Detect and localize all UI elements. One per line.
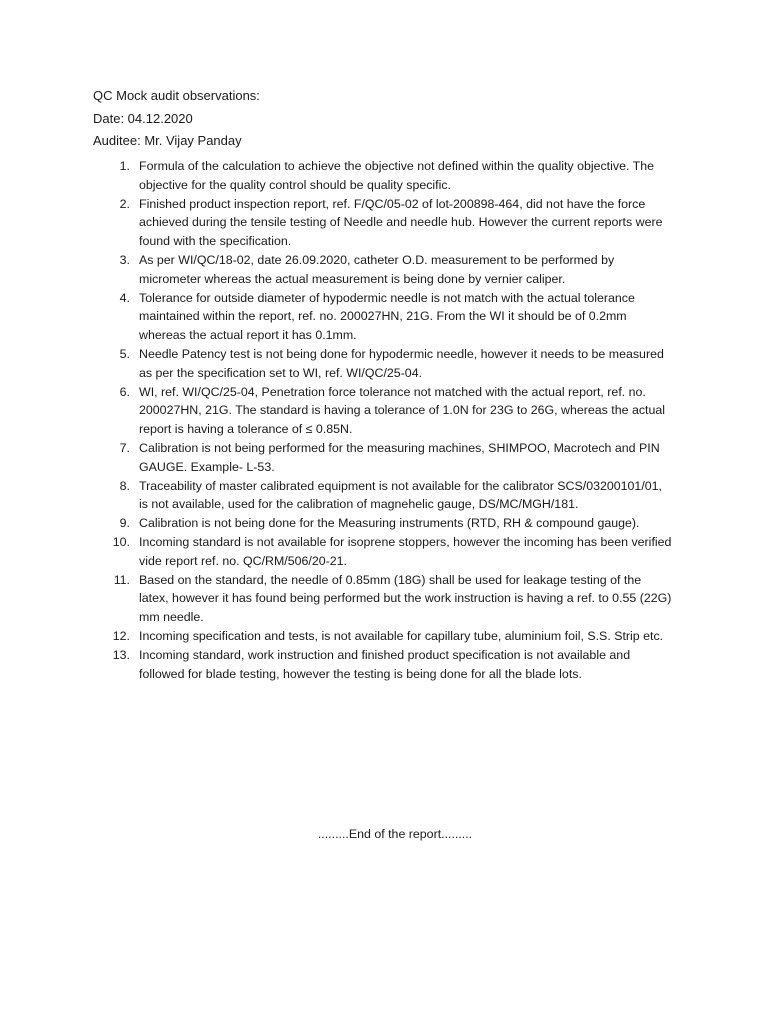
- observation-list: [0, 157, 768, 683]
- observation-item: [0, 251, 768, 289]
- observation-number: 13.: [112, 647, 130, 662]
- observation-number: 6.: [119, 384, 130, 399]
- observation-text: Finished product inspection report, ref. F/QC/05-02 of lot-200898-464, did not have the force achieved during the tensile testing of Needle and needle hub. However the current reports were found with the specification.: [139, 196, 663, 249]
- observation-number: 4.: [119, 290, 130, 305]
- observation-text: Based on the standard, the needle of 0.85mm (18G) shall be used for leakage testing of the latex, however it has found being performed but the work instruction is having a ref. to 0.55 (22G) mm needle.: [139, 572, 672, 625]
- observation-item: [0, 646, 768, 684]
- document-title: QC Mock audit observations:: [93, 88, 260, 103]
- observation-number: 10.: [112, 534, 130, 549]
- observation-text: Incoming standard is not available for isoprene stoppers, however the incoming has been verified vide report ref. no. QC/RM/506/20-21.: [139, 534, 672, 568]
- observation-item: [0, 514, 768, 533]
- observation-item: [0, 195, 768, 251]
- observation-text: Incoming specification and tests, is not available for capillary tube, aluminium foil, S.S. Strip etc.: [139, 628, 664, 643]
- observation-item: [0, 477, 768, 515]
- observation-text: Calibration is not being done for the Measuring instruments (RTD, RH & compound gauge).: [139, 516, 640, 531]
- observation-number: 12.: [112, 628, 130, 643]
- observation-item: [0, 383, 768, 439]
- observation-item: [0, 533, 768, 571]
- observation-item: [0, 157, 768, 195]
- end-of-report-footer: .........End of the report.........: [317, 827, 473, 841]
- observation-number: 9.: [119, 516, 130, 531]
- observation-number: 2.: [119, 196, 130, 211]
- observation-item: [0, 571, 768, 627]
- audit-date: Date: 04.12.2020: [93, 111, 193, 126]
- observation-number: 3.: [119, 252, 130, 267]
- observation-text: As per WI/QC/18-02, date 26.09.2020, catheter O.D. measurement to be performed by micrometer whereas the actual measurement is being done by vernier caliper.: [139, 252, 615, 286]
- observation-number: 5.: [119, 346, 130, 361]
- observation-text: WI, ref. WI/QC/25-04, Penetration force tolerance not matched with the actual report, ref. no. 200027HN, 21G. The standard is having a tolerance of 1.0N for 23G to 26G, whereas the actual report is having a tolerance of ≤ 0.85N.: [139, 384, 666, 437]
- observation-text: Traceability of master calibrated equipment is not available for the calibrator SCS/03200101/01, is not available, used for the calibration of magnehelic gauge, DS/MC/MGH/181.: [139, 478, 662, 512]
- observation-item: [0, 627, 768, 646]
- observation-number: 8.: [119, 478, 130, 493]
- observation-number: 1.: [119, 159, 130, 173]
- observation-item: [0, 345, 768, 383]
- observation-text: Formula of the calculation to achieve the objective not defined within the quality objective. The objective for the quality control should be quality specific.: [139, 159, 654, 192]
- observation-text: Needle Patency test is not being done for hypodermic needle, however it needs to be measured as per the specification set to WI, ref. WI/QC/25-04.: [139, 346, 664, 380]
- auditee-name: Auditee: Mr. Vijay Panday: [93, 133, 242, 148]
- observation-text: Tolerance for outside diameter of hypodermic needle is not match with the actual tolerance maintained within the report, ref. no. 200027HN, 21G. From the WI it should be of 0.2mm whereas the actual report it has 0.1mm.: [139, 290, 635, 343]
- observation-item: [0, 289, 768, 345]
- observation-number: 11.: [113, 572, 130, 587]
- observation-text: Calibration is not being performed for the measuring machines, SHIMPOO, Macrotech and PIN GAUGE. Example- L-53.: [139, 440, 660, 474]
- observation-item: [0, 439, 768, 477]
- observation-text: Incoming standard, work instruction and finished product specification is not available and followed for blade testing, however the testing is being done for all the blade lots.: [139, 647, 631, 681]
- observation-number: 7.: [119, 440, 130, 455]
